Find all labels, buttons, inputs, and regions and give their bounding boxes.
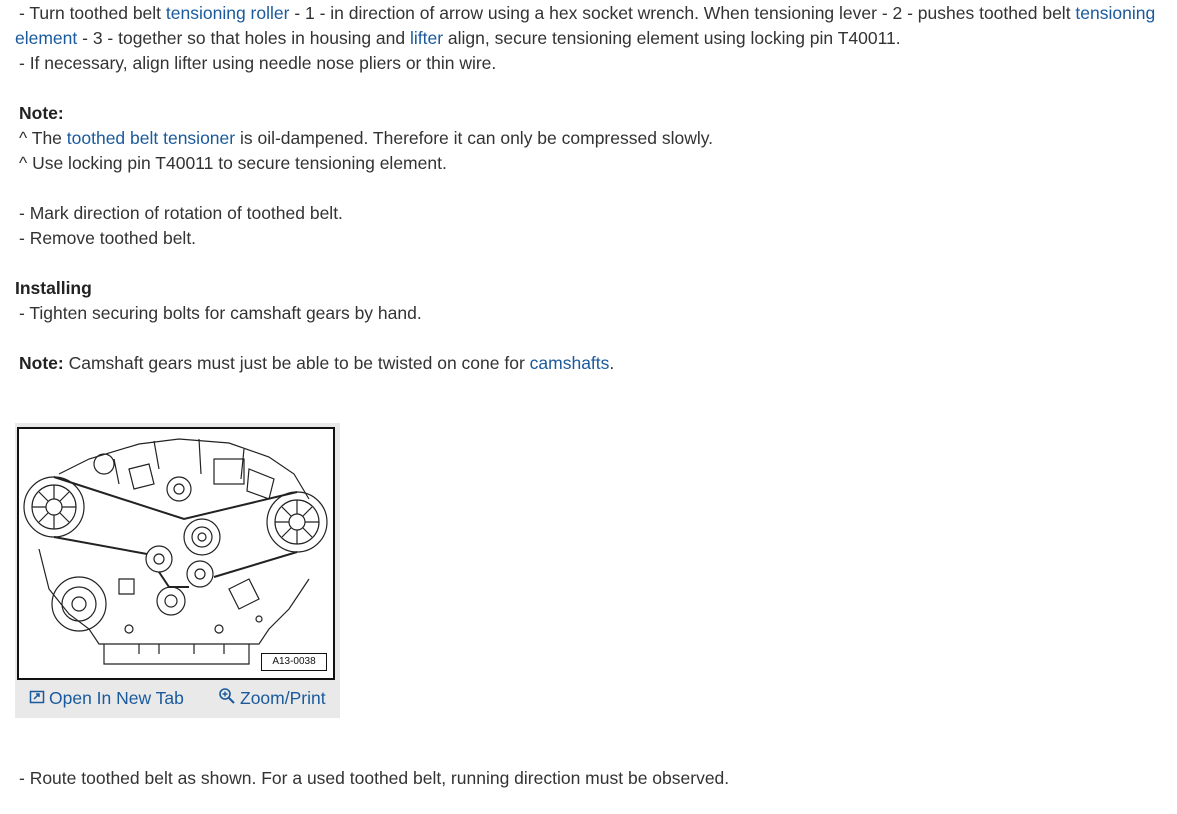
zoom-icon <box>218 686 236 712</box>
step-tension-line2: element - 3 - together so that holes in housing and lifter align, secure tensioning element using locking pin T40011. <box>15 28 901 48</box>
step-tighten-bolts: - Tighten securing bolts for camshaft gears by hand. <box>19 303 422 323</box>
note1-item1: ^ The toothed belt tensioner is oil-dampened. Therefore it can only be compressed slowly. <box>19 128 714 148</box>
note1-heading: Note: <box>19 103 64 123</box>
step-mark-direction: - Mark direction of rotation of toothed belt. <box>19 203 343 223</box>
link-tensioning-roller[interactable]: tensioning roller <box>165 3 290 23</box>
link-tensioning-element-part2[interactable]: element <box>15 28 78 48</box>
installing-heading: Installing <box>15 278 92 298</box>
step-align: - If necessary, align lifter using needle nose pliers or thin wire. <box>19 53 497 73</box>
engine-belt-drawing <box>19 429 333 678</box>
link-camshafts[interactable]: camshafts <box>529 353 610 373</box>
step-route-belt: - Route toothed belt as shown. For a used toothed belt, running direction must be observed. <box>19 768 730 788</box>
zoom-print-button[interactable]: Zoom/Print <box>218 685 326 711</box>
open-in-new-tab-button[interactable]: Open In New Tab <box>29 685 184 711</box>
link-lifter[interactable]: lifter <box>409 28 444 48</box>
figure-container <box>15 423 340 718</box>
link-toothed-belt-tensioner[interactable]: toothed belt tensioner <box>66 128 236 148</box>
note1-item2: ^ Use locking pin T40011 to secure tensioning element. <box>19 153 447 173</box>
step-tension-line1: - Turn toothed belt tensioning roller - 1 - in direction of arrow using a hex socket wrench. When tensioning lever - 2 - pushes toothed belt tensioning <box>19 3 1156 23</box>
note2: Note: Camshaft gears must just be able to be twisted on cone for camshafts. <box>19 353 615 373</box>
step-remove-belt: - Remove toothed belt. <box>19 228 197 248</box>
figure-code: A13-0038 <box>261 653 327 671</box>
link-tensioning-element-part1[interactable]: tensioning <box>1075 3 1156 23</box>
open-new-tab-icon <box>29 686 45 712</box>
engine-belt-diagram[interactable] <box>17 427 335 680</box>
